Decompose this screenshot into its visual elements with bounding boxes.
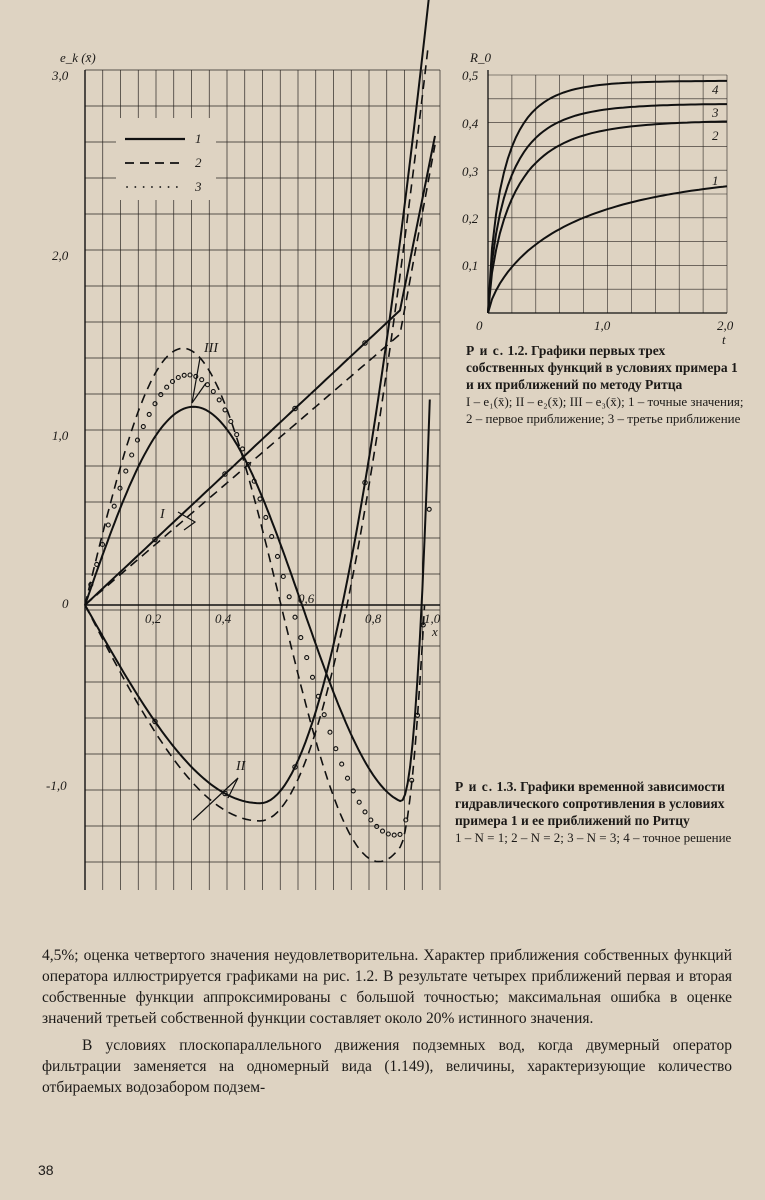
r-tick-0-2: 0,2 — [462, 211, 479, 226]
caption-1-2-label: Р и с. — [466, 343, 505, 358]
r-tick-0-5: 0,5 — [462, 68, 479, 83]
curve-label-III: III — [204, 341, 218, 356]
curve-III-dot — [235, 433, 239, 437]
curve-III-dot — [211, 390, 215, 394]
figure-1-3-y-tick-labels — [46, 68, 69, 793]
curve-III-dot — [381, 829, 385, 833]
x-tick-0-8: 0,8 — [365, 611, 382, 626]
legend-label-2: 2 — [195, 155, 202, 170]
curve-III-dot — [182, 373, 186, 377]
r-tick-0: 0 — [476, 318, 483, 333]
caption-1-2-body: I – e₁(x̄); II – e₂(x̄); III – e₃(x̄); 1 – точные значения; 2 – первое приближение; 3 – третье приближение — [466, 394, 744, 426]
curve-III-dot — [363, 810, 367, 814]
figure-1-3-curve-labels — [178, 358, 238, 820]
curve-III-dot — [147, 412, 151, 416]
curve-III-dot — [200, 378, 204, 382]
curve-III-dot — [398, 832, 402, 836]
t-tick-1-0: 1,0 — [594, 318, 611, 333]
curve-III-dot — [375, 824, 379, 828]
legend-label-1: 1 — [195, 131, 202, 146]
x-tick-0-2: 0,2 — [145, 611, 162, 626]
curve-III-dot — [229, 420, 233, 424]
curve-label-II: II — [236, 759, 246, 774]
body-text — [42, 945, 732, 1104]
curve-III-dot — [264, 515, 268, 519]
caption-1-3-label: Р и с. — [455, 779, 494, 794]
r-tick-0-3: 0,3 — [462, 164, 479, 179]
curve-III-dot — [311, 675, 315, 679]
curve-III-dot — [130, 453, 134, 457]
y-tick-1: 1,0 — [52, 428, 69, 443]
curve-num-4: 4 — [712, 82, 719, 97]
y-tick-2: 2,0 — [52, 248, 69, 263]
curve-III-dot — [217, 398, 221, 402]
caption-figure-1-3 — [455, 778, 740, 846]
curve-III-dot — [340, 762, 344, 766]
curve-III-dot — [305, 656, 309, 660]
caption-1-2-title: 1.2. Графики первых трех собственных функций в условиях примера 1 и их приближений по методу Ритца — [466, 343, 738, 392]
y-tick-3: 3,0 — [52, 68, 69, 83]
x-tick-1-0: 1,0 — [424, 611, 441, 626]
curve-III-dot — [392, 833, 396, 837]
x-tick-0-4: 0,4 — [215, 611, 232, 626]
curve-III-dot — [176, 376, 180, 380]
curve-num-3: 3 — [712, 105, 719, 120]
curve-III-dot — [106, 523, 110, 527]
curve-III-dot — [281, 575, 285, 579]
curve-III-dot — [95, 562, 99, 566]
r-tick-0-4: 0,4 — [462, 116, 479, 131]
caption-1-3-title: 1.3. Графики временной зависимости гидравлического сопротивления в условиях примера 1 и ее приближений по Ритцу — [455, 779, 725, 828]
r-axis-label: R_0 — [470, 50, 491, 65]
curve-III-dot — [124, 469, 128, 473]
curve-III-dot — [141, 425, 145, 429]
curve-III-dot — [351, 789, 355, 793]
curve-III-dot — [357, 800, 361, 804]
curve-III-dot — [276, 554, 280, 558]
paragraph-2: В условиях плоскопараллельного движения подземных вод, когда двумерный оператор фильтрации заменяется на одномерный вида (1.149), величины, характеризующие количество отбираемых водозабором подзем- — [42, 1037, 732, 1096]
curve-label-I: I — [160, 507, 165, 522]
curve-III-dot — [427, 507, 431, 511]
x-axis-label: x — [432, 624, 438, 639]
y-tick-neg1: -1,0 — [46, 778, 67, 793]
legend-label-3: 3 — [195, 179, 202, 194]
y-tick-0: 0 — [62, 596, 69, 611]
curve-III-dot — [346, 776, 350, 780]
y-axis-label: e_k (x̄) — [60, 50, 96, 65]
x-tick-0-6: 0,6 — [298, 591, 315, 606]
curve-III-dot — [328, 730, 332, 734]
curve-III-dot — [322, 713, 326, 717]
curve-III-dot — [299, 636, 303, 640]
curve-III-dot — [334, 747, 338, 751]
figure-1-3-legend — [116, 118, 216, 200]
curve-III-dot — [159, 393, 163, 397]
t-axis-label: t — [722, 332, 726, 347]
r-tick-0-1: 0,1 — [462, 258, 479, 273]
curve-III-dot — [293, 615, 297, 619]
curve-III-dot — [287, 595, 291, 599]
curve-III-dot — [153, 402, 157, 406]
caption-1-3-body: 1 – N = 1; 2 – N = 2; 3 – N = 3; 4 – точное решение — [455, 830, 732, 845]
t-tick-2-0: 2,0 — [717, 318, 734, 333]
curve-num-1: 1 — [712, 173, 719, 188]
curve-III-dot — [136, 438, 140, 442]
caption-figure-1-2 — [466, 342, 746, 427]
curve-III-dot — [112, 504, 116, 508]
paragraph-1: 4,5%; оценка четвертого значения неудовлетворительна. Характер приближения собственных функций оператора иллюстрируется графиками на рис. 1.2. В результате четырех приближений первая и вторая собственные функции аппроксимированы с большой точностью; максимальная ошибка в оценке значений третьей собственной функции составляет около 20% истинного значения. — [42, 947, 732, 1027]
figure-1-2-grid — [488, 75, 727, 313]
curve-III-exact — [85, 400, 430, 802]
curve-III-dot — [369, 818, 373, 822]
curve-III-dot — [165, 385, 169, 389]
curve-num-2: 2 — [712, 128, 719, 143]
curve-III-dot — [241, 447, 245, 451]
curve-III-dot — [118, 486, 122, 490]
page-number: 38 — [38, 1162, 54, 1178]
curve-III-dot — [258, 497, 262, 501]
